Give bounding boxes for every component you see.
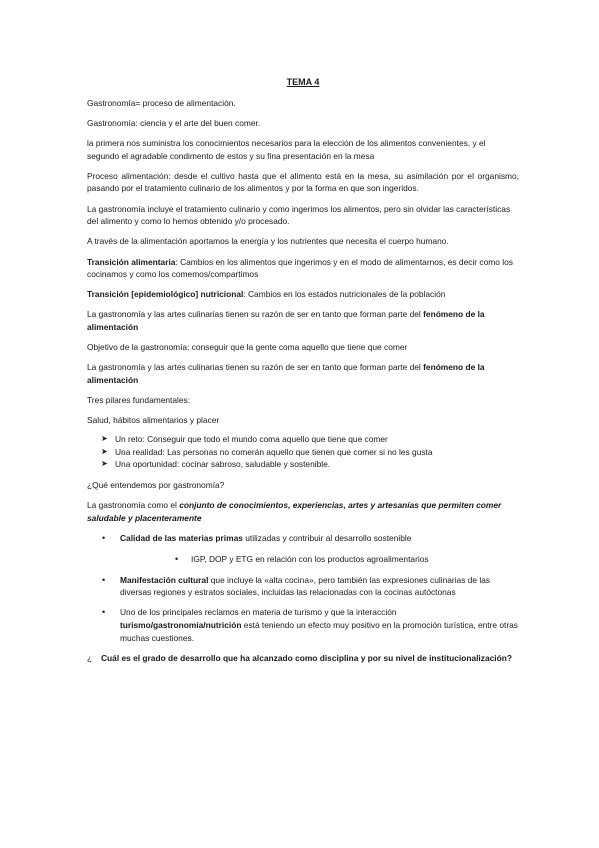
bold-term: fenómeno de la alimentación	[87, 309, 485, 333]
paragraph: Salud, hábitos alimentarios y placer	[87, 415, 220, 426]
bullet-icon: •	[102, 607, 106, 618]
paragraph-text: La gastronomía y las artes culinarias tienen su razón de ser en tanto que forman parte del	[87, 309, 424, 320]
arrow-bullet-icon: ➤	[101, 459, 108, 469]
paragraph	[87, 308, 519, 333]
arrow-bullet-icon: ➤	[101, 446, 108, 456]
list-item-text: IGP, DOP y ETG en relación con los productos agroalimentarios	[191, 554, 429, 565]
paragraph: Gastronomía= proceso de alimentación.	[87, 97, 236, 108]
list-item	[87, 553, 519, 566]
list-item	[87, 532, 519, 545]
list-item-text: Una oportunidad: cocinar sabroso, saludable y sostenible.	[115, 459, 331, 470]
definition-text: : Cambios en los alimentos que ingerimos y en el modo de alimentarnos, es decir como los cocinamos y como los comemos/compartimos	[87, 256, 513, 280]
bold-term: fenómeno de la alimentación	[87, 362, 485, 386]
arrow-bullet-icon: ➤	[101, 434, 108, 443]
document-body	[87, 76, 519, 672]
list-item	[87, 606, 519, 644]
bold-italic-definition: conjunto de conocimientos, experiencias, artes y artesanías que permiten comer saludable y placenteramente	[87, 499, 502, 523]
list-item	[87, 433, 519, 446]
bold-term: Calidad de las materias primas	[120, 532, 243, 543]
list-item-text: Una realidad: Las personas no comerán aquello que tienen que comer si no les gusta	[115, 446, 433, 457]
list-item	[87, 446, 519, 459]
bold-term: Transición [epidemiológico] nutricional	[87, 289, 244, 300]
paragraph: A través de la alimentación aportamos la energía y los nutrientes que necesita el cuerpo humano.	[87, 236, 449, 247]
bullet-icon: •	[102, 532, 106, 543]
question-text: Cuál es el grado de desarrollo que ha alcanzado como disciplina y por su nivel de institucionalización?	[101, 652, 512, 663]
paragraph	[87, 361, 519, 386]
paragraph-text: La gastronomía y las artes culinarias tienen su razón de ser en tanto que forman parte del	[87, 362, 424, 373]
arrow-list	[87, 433, 519, 471]
paragraph: Objetivo de la gastronomía: conseguir que la gente coma aquello que tiene que comer	[87, 342, 408, 353]
bullet-icon: •	[175, 554, 179, 565]
section-question	[87, 652, 519, 665]
paragraph: La gastronomía incluye el tratamiento culinario y como ingerimos los alimentos, pero sin olvidar las características del alimento y como lo hemos obtenido y/o procesado.	[87, 203, 511, 227]
paragraph: Tres pilares fundamentales:	[87, 395, 191, 406]
bold-term: turismo/gastronomía/nutrición	[120, 619, 242, 630]
paragraph: Proceso alimentación: desde el cultivo hasta que el alimento está en la mesa, su asimilación por el organismo, pasando por el tratamiento culinario de los alimentos y por la forma en que son ingeridos.	[87, 170, 519, 194]
paragraph-text: La gastronomía como el	[87, 499, 180, 510]
bullet-icon: •	[102, 574, 106, 585]
question-mark: ¿	[87, 652, 93, 663]
paragraph: ¿Qué entendemos por gastronomía?	[87, 479, 225, 490]
list-item-text: utilizadas y contribuir al desarrollo sostenible	[242, 532, 412, 543]
bullet-list	[87, 574, 519, 645]
paragraph-transicion-alimentaria	[87, 256, 519, 281]
list-item-text: que incluye la «alta cocina», pero también las expresiones culinarias de las diversas regiones y estratos sociales, incluidas las relacionadas con la cocinas autóctonas	[120, 574, 491, 598]
paragraph-transicion-nutricional	[87, 288, 519, 301]
sub-bullet-list	[87, 553, 519, 566]
page-title: TEMA 4	[286, 77, 320, 87]
list-item-text: Un reto: Conseguir que todo el mundo coma aquello que tiene que comer	[115, 434, 388, 444]
paragraph: la primera nos suministra los conocimientos necesarios para la elección de los alimentos convenientes, y el segundo el agradable condimento de estos y su fina presentación en la mesa	[87, 137, 486, 161]
list-item-text: Uno de los principales reclamos en materia de turismo y que la interacción	[120, 607, 397, 618]
bullet-list	[87, 532, 519, 545]
bold-term: Manifestación cultural	[120, 574, 209, 585]
definition-text: : Cambios en los estados nutricionales de la población	[243, 289, 446, 300]
list-item	[87, 574, 519, 599]
bold-term: Transición alimentaria	[87, 256, 176, 267]
paragraph	[87, 499, 519, 524]
list-item	[87, 458, 519, 471]
list-item-text: está teniendo un efecto muy positivo en la promoción turística, entre otras muchas cuestiones.	[120, 619, 518, 643]
paragraph: Gastronomía: ciencia y el arte del buen comer.	[87, 117, 261, 128]
